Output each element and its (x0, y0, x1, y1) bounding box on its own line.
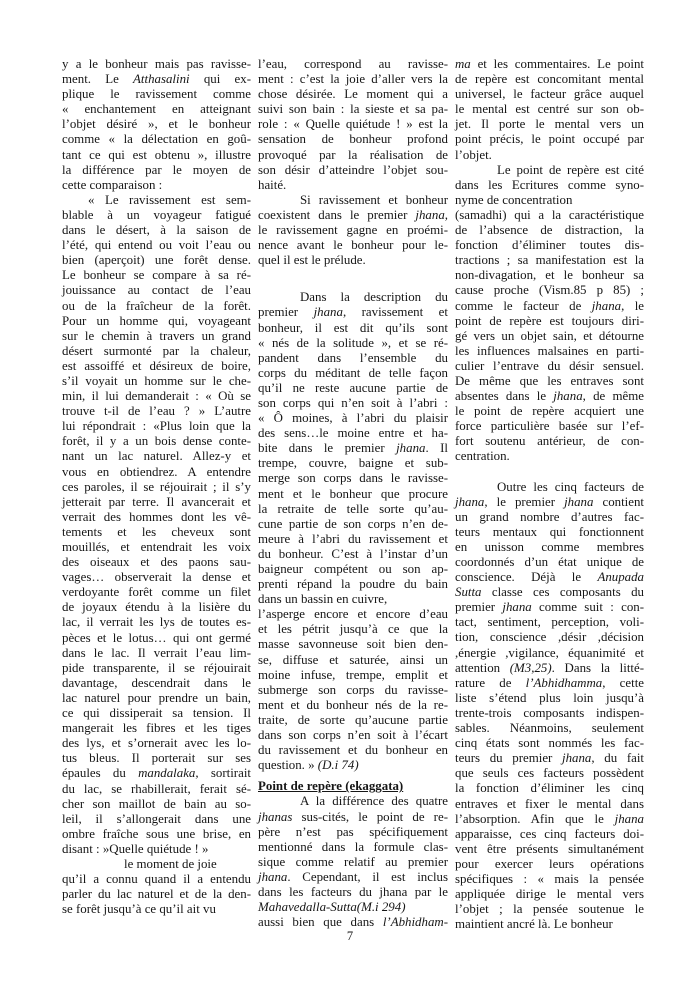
text-line: l’eau, correspond au ravisse- (258, 57, 448, 71)
text-line: nyme de concentration (455, 192, 573, 207)
text-line: leil, il s’allongerait dans une (62, 811, 251, 826)
text-line: dans un bassin en cuivre, (258, 592, 388, 607)
section-heading: Point de repère (ekaggata) (258, 779, 404, 794)
text-line: dans les Ecritures comme syno- (455, 177, 644, 192)
text-line: lac, il verrait les lys de toutes es- (62, 615, 251, 630)
text-line: rature de l’Abhidhamma, cette (455, 675, 644, 690)
text-line: coordonnés d’un état unique de (455, 555, 644, 569)
text-line: le point de repère acquiert une (455, 404, 644, 419)
text-line: vous en obtiendrez. A entendre (62, 464, 251, 479)
text-line: chose désirée. Le moment qui a (258, 87, 448, 102)
text-line: corps du méditant de telle façon (258, 365, 448, 380)
text-line: gé vers un objet sain, et détourne (455, 328, 644, 343)
text-line: son désir d’atteindre l’objet sou- (258, 162, 448, 177)
text-line: Outre les cinq facteurs de (497, 479, 644, 494)
text-line: de joyaux étendu à la lisière du (62, 600, 251, 615)
text-line: sables. Néanmoins, seulement (455, 721, 644, 736)
text-line: pèces et le lotus… qui ont germé (62, 630, 251, 645)
text-line: mentionné dans la formule clas- (258, 839, 448, 854)
text-line: cinq états sont nommés les fac- (455, 736, 644, 751)
text-line: « nés de la solitude », et se ré- (258, 335, 448, 350)
text-line: trouve t-il de l’eau ? » L’autre (62, 404, 251, 419)
text-line: son corps qui n’en soit à l’abri : (258, 395, 448, 410)
text-line: fort soutenu antérieur, de con- (455, 434, 644, 449)
text-line: blable à un voyageur fatigué (62, 207, 251, 222)
text-line: pandent dans l’ensemble du (258, 350, 448, 365)
text-line: teurs mentaux qui fonctionnent (455, 524, 644, 539)
text-line: ment et du bonheur nés de la re- (258, 697, 448, 712)
text-line: « enchantement en atteignant (62, 102, 251, 117)
text-line: du bonheur. C’est à l’instar d’un (258, 546, 448, 561)
column-2 (258, 57, 448, 930)
text-line: Mahavedalla-Sutta(M.i 294) (258, 900, 406, 915)
text-line: l’absorption. Afin que le jhana (455, 811, 644, 826)
text-line: Sutta classe ces composants du (455, 585, 644, 600)
paragraph-gap (258, 268, 448, 290)
text-line: y a le bonheur mais pas ravisse- (62, 57, 251, 71)
text-line: ombre fraîche sous une brise, en (62, 826, 251, 841)
text-line: la retraite de telle sorte qu’au- (258, 501, 448, 516)
text-line: ce qui dissiperait sa tension. Il (62, 706, 251, 721)
text-line: les influences malsaines en parti- (455, 343, 644, 358)
text-line: sur le chemin à travers un grand (62, 328, 251, 343)
text-line: nant un lac naturel. Allez-y et (62, 449, 251, 464)
text-line: cher son maillot de bain au so- (62, 796, 251, 811)
text-line: teurs du premier jhana, du fait (455, 751, 644, 766)
text-line: absentes dans le jhana, de même (455, 389, 644, 404)
text-line: jhana. Cependant, il est inclus (258, 869, 448, 884)
text-line: baigneur compétent ou son ap- (258, 562, 448, 576)
text-line: culier l’entrave du désir sensuel. (455, 358, 644, 373)
text-line: du lac, se rhabillerait, ferait sé- (62, 781, 251, 796)
text-line: Le bonheur se compare à sa ré- (62, 268, 251, 283)
text-line: tractions ; sa manifestation est la (455, 253, 644, 268)
text-line: jouissance au contact de l’eau (62, 283, 251, 298)
text-line: coexistent dans le premier jhana, (258, 207, 448, 222)
text-line: dans les facteurs du jhana par le (258, 884, 448, 899)
text-line: le mental est centré sur son ob- (455, 102, 644, 117)
text-line: se, diffuse et saturée, ainsi un (258, 652, 448, 667)
text-line: haité. (258, 177, 287, 192)
text-line: comme le facteur de jhana, le (455, 298, 644, 313)
text-line: parler du lac naturel et de la den- (62, 887, 251, 902)
text-line: tus bleus. Il porterait sur ses (62, 751, 251, 766)
text-line: appliquée dirige le mental vers (455, 887, 644, 902)
text-line: dans le désert, à la saison de (62, 223, 251, 238)
text-line: cause proche (Vism.85 p 85) ; (455, 283, 644, 298)
text-line: tion, conscience ,désir ,décision (455, 630, 644, 645)
text-line: maintient ancré là. Le bonheur (455, 917, 613, 932)
text-line: verrait des hommes dont les vê- (62, 509, 251, 524)
text-line: épaules du mandalaka, sortirait (62, 766, 251, 781)
text-line: ment. Le Atthasalini qui ex- (62, 72, 251, 87)
text-line: ou de la fraîcheur de la forêt. (62, 298, 251, 313)
text-line: quel il est le prélude. (258, 253, 366, 268)
text-line: lac naturel pour prendre un bain, (62, 690, 251, 705)
text-line: non-divagation, et le bonheur sa (455, 268, 644, 283)
text-line: ma et les commentaires. Le point (455, 57, 644, 71)
text-line: Le point de repère est cité (497, 162, 644, 177)
text-line: masse savonneuse soit bien den- (258, 637, 448, 652)
text-line: tements et les cheveux sont (62, 524, 251, 539)
text-line: de repère est concomitant mental (455, 72, 644, 87)
text-line: davantage, descendrait dans le (62, 675, 251, 690)
text-line: point de repère est toujours diri- (455, 313, 644, 328)
text-line: des lys, et s’ornerait avec les lo- (62, 736, 251, 751)
text-line: le moment de joie (124, 856, 217, 871)
text-line: le ravissement gagne en proémi- (258, 223, 448, 238)
text-line: l’objet. (455, 147, 492, 162)
text-line: ment et le bonheur que procure (258, 486, 448, 501)
text-line: un grand nombre d’autres fac- (455, 509, 644, 524)
text-line: A la différence des quatre (300, 794, 448, 809)
text-line: s’il voyait un homme sur le che- (62, 373, 251, 388)
text-line: mouillés, et entendrait les voix (62, 540, 251, 554)
text-line: « Ô moines, à l’abri du plaisir (258, 411, 448, 426)
text-line: aussi bien que dans l’Abhidham- (258, 915, 448, 930)
text-line: et les pétrit jusqu’à ce que la (258, 622, 448, 637)
text-line: cune partie de son corps n’en de- (258, 516, 448, 531)
text-line: suivi son bain : la sieste et sa pa- (258, 102, 448, 117)
text-line: lui répondrait : «Plus loin que la (62, 419, 251, 434)
text-line: pour exercer leurs opérations (455, 856, 644, 871)
text-line: role : « Quelle quiétude ! » est la (258, 117, 448, 132)
text-line: l’objet ; la pensée soutenue le (455, 902, 644, 917)
text-line: (samadhi) qui a la caractéristique (455, 207, 644, 222)
text-line: qu’il a connu quand il a entendu (62, 872, 251, 887)
text-line: la différence par le moyen de (62, 162, 251, 177)
text-line: dans le lac. Il verrait l’eau lim- (62, 645, 251, 660)
text-line: mangerait les fibres et les tiges (62, 721, 251, 736)
text-line: submerge son corps du ravisse- (258, 682, 448, 697)
column-3 (455, 57, 644, 932)
column-1 (62, 57, 251, 917)
text-line: premier jhana, ravissement et (258, 305, 448, 320)
text-line: premier jhana comme suit : con- (455, 600, 644, 615)
text-line: entraves et fixer le mental dans (455, 796, 644, 811)
text-line: trempe, couvre, baigne et sub- (258, 456, 448, 471)
text-line: point précis, le point occupé par (455, 132, 644, 147)
text-line: jetterait par terre. Il avancerait et (62, 494, 251, 509)
text-line: force particulière basée sur l’ef- (455, 419, 644, 434)
text-line: comme « la délectation en goû- (62, 132, 251, 147)
text-line: ment : c’est la joie d’aller vers la (258, 72, 448, 87)
text-line: que seuls ces facteurs possèdent (455, 766, 644, 781)
text-line: Pour un homme qui, voyageant (62, 313, 251, 328)
text-line: fonction d’éliminer toutes dis- (455, 238, 644, 253)
text-line: l’été, qui entend ou voit l’eau ou (62, 238, 251, 253)
text-line: bien (aperçoit) une forêt dense. (62, 253, 251, 268)
text-line: est assoiffé et désireux de boire, (62, 358, 251, 373)
text-line: disant : »Quelle quiétude ! » (62, 841, 209, 856)
text-line: cette comparaison : (62, 177, 163, 192)
text-line: ces paroles, il se réjouirait ; il s’y (62, 479, 251, 494)
text-line: min, il lui demanderait : « Où se (62, 389, 251, 404)
paragraph-gap (455, 465, 644, 480)
text-line: centration. (455, 449, 510, 464)
text-line: jhanas sus-cités, le point de re- (258, 809, 448, 824)
text-line: tant ce qui est obtenu », illustre (62, 147, 251, 162)
text-line: qu’il ne reste aucune partie de (258, 380, 448, 395)
text-line: bite dans le premier jhana. Il (258, 441, 449, 456)
text-line: bonheur, il est dit qu’ils sont (258, 320, 448, 335)
text-line: des oiseaux et des paons sau- (62, 555, 251, 570)
text-line: jet. Il porte le mental vers un (455, 117, 644, 132)
text-line: tact, sentiment, perception, voli- (455, 615, 644, 630)
text-line: vent être présents simultanément (455, 841, 644, 856)
text-line: De même que les entraves sont (455, 373, 644, 388)
text-line: plique le ravissement comme (62, 87, 251, 102)
page-number: 7 (346, 929, 354, 943)
text-line: attention (M3,25). Dans la litté- (455, 660, 644, 675)
text-line: ,énergie ,vigilance, équanimité et (455, 645, 644, 660)
text-line: pide transparente, il se réjouirait (62, 660, 251, 675)
text-line: spécifiques : « mais la pensée (455, 871, 644, 886)
text-line: désert surmonté par la chaleur, (62, 343, 251, 358)
text-line: question. » (D.i 74) (258, 758, 359, 773)
text-line: l’objet désiré », et le bonheur (62, 117, 251, 132)
text-line: père n’est pas spécifiquement (258, 824, 448, 839)
text-line: meure à l’abri du ravissement et (258, 531, 448, 546)
text-line: des sens…le moine entre et ha- (258, 426, 448, 441)
text-line: provoqué par la réalisation de (258, 147, 448, 162)
text-line: se forêt jusqu’à ce qu’il ait vu (62, 902, 216, 917)
text-line: merge son corps dans le ravisse- (258, 471, 448, 486)
text-line: conscience. Déjà le Anupada (455, 570, 644, 585)
text-line: sique comme relatif au premier (258, 854, 448, 869)
text-line: liste s’étend plus loin jusqu’à (455, 690, 644, 705)
text-line: la fonction d’éliminer les cinq (455, 781, 644, 796)
text-line: dans son corps n’en soit à l’écart (258, 728, 448, 743)
text-line: forêt, il y a un bois dense conte- (62, 434, 251, 449)
text-line: du ravissement et du bonheur en (258, 743, 448, 758)
text-line: sensation de bonheur profond (258, 132, 448, 147)
text-line: Si ravissement et bonheur (300, 192, 448, 207)
text-line: traite, de sorte qu’aucune partie (258, 712, 448, 727)
text-line: de l’absence de distraction, la (455, 223, 644, 238)
text-line: trente-trois composants indispen- (455, 705, 644, 720)
text-line: « Le ravissement est sem- (88, 192, 251, 207)
text-line: vages… observerait la dense et (62, 570, 251, 585)
text-line: en unisson comme membres (455, 539, 644, 554)
text-line: prenti répand la poudre du bain (258, 577, 448, 592)
text-line: verdoyante forêt comme un filet (62, 585, 251, 600)
text-line: nence avant le bonheur pour le- (258, 238, 448, 253)
text-line: moine infuse, trempe, emplit et (258, 667, 448, 682)
text-line: universel, le facteur grâce auquel (455, 87, 644, 102)
text-line: l’asperge encore et encore d’eau (258, 607, 448, 622)
text-line: jhana, le premier jhana contient (455, 494, 645, 509)
text-line: Dans la description du (300, 290, 448, 305)
text-line: apparaisse, ces cinq facteurs doi- (455, 826, 644, 841)
